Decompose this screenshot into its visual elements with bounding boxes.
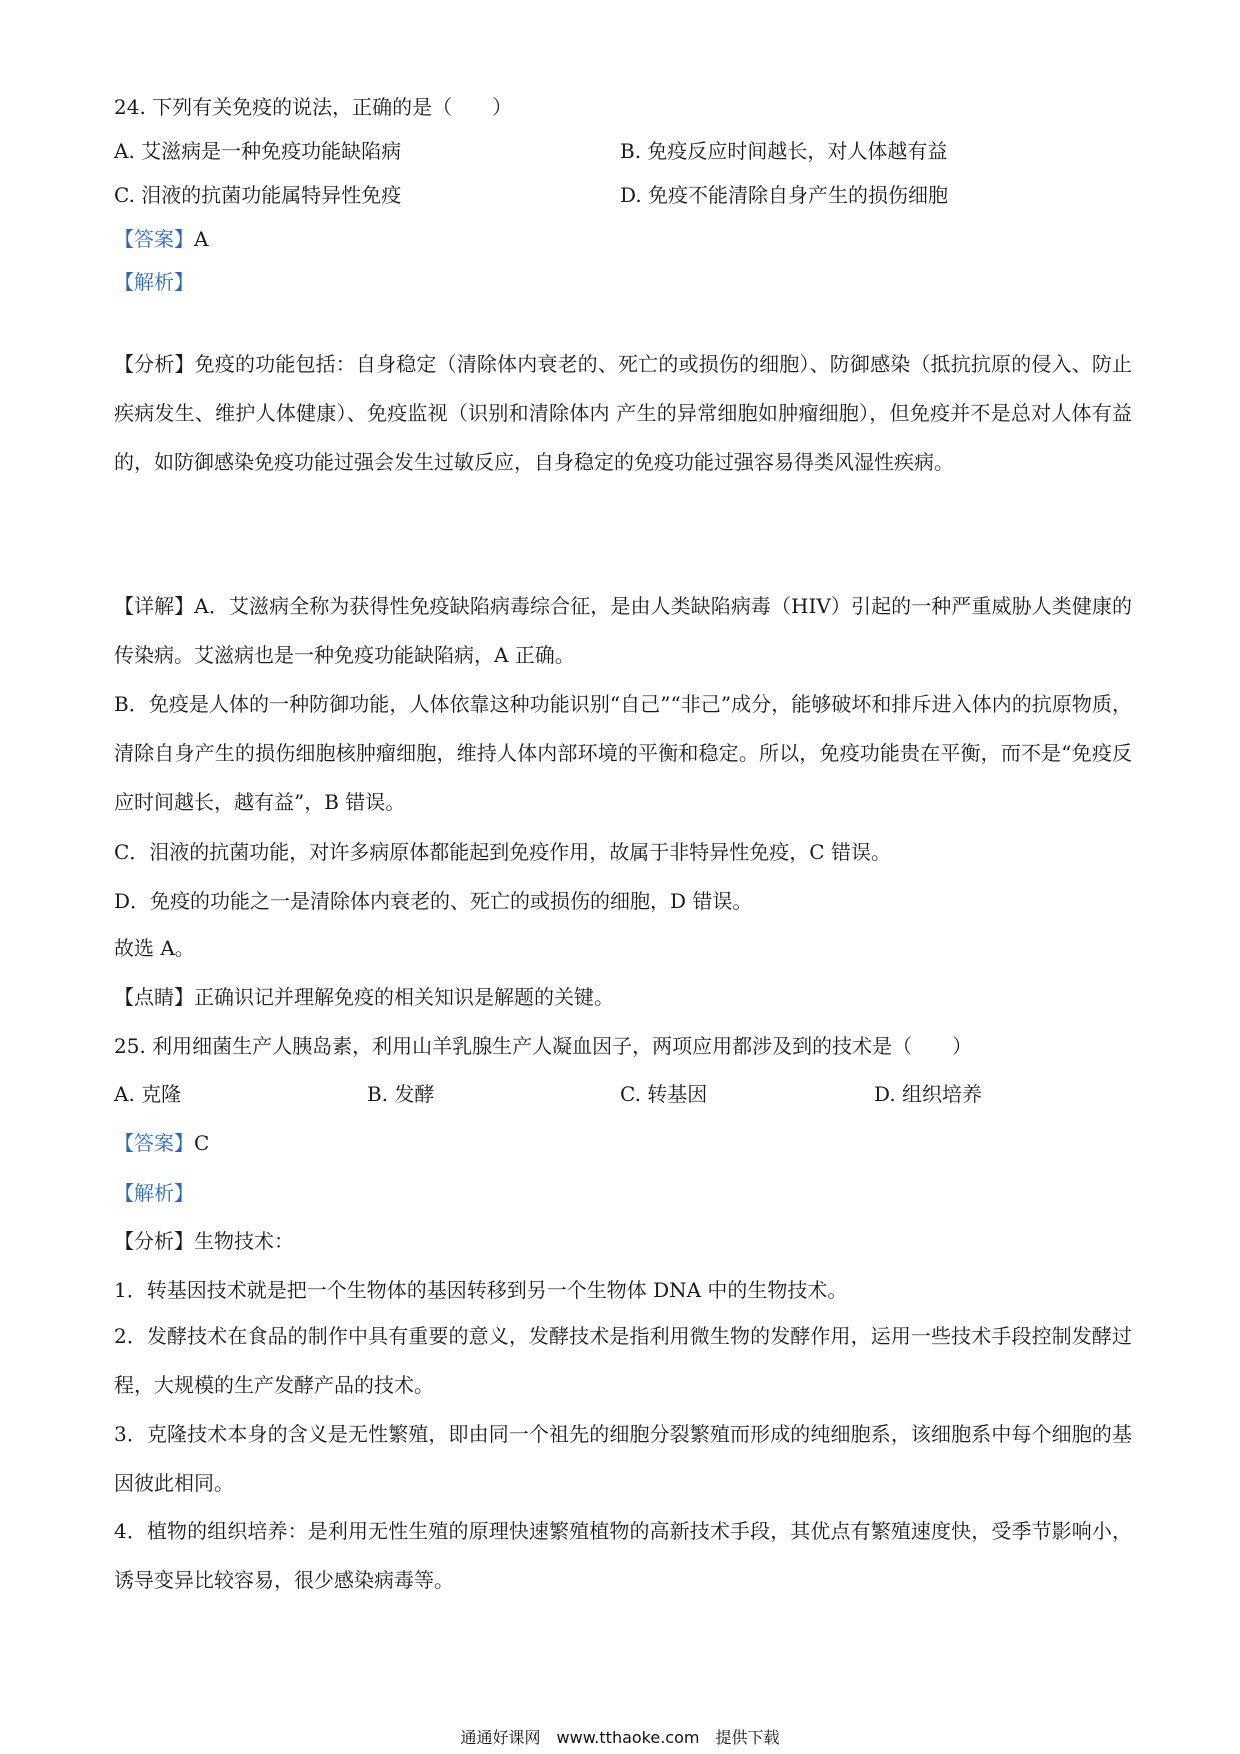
q25-question: 25. 利用细菌生产人胰岛素，利用山羊乳腺生产人凝血因子，两项应用都涉及到的技术是（ ） xyxy=(114,1034,973,1058)
q25-option-d: D. 组织培养 xyxy=(874,1082,983,1106)
q24-question: 24. 下列有关免疫的说法，正确的是（ ） xyxy=(114,95,513,119)
q25-answer-line xyxy=(114,1128,209,1158)
q25-point-1: 1．转基因技术就是把一个生物体的基因转移到另一个生物体 DNA 中的生物技术。 xyxy=(114,1278,848,1302)
answer-tag: 【答案】 xyxy=(114,227,194,251)
q24-option-c: C. 泪液的抗菌功能属特异性免疫 xyxy=(114,183,402,207)
q25-analysis-tag: 【解析】 xyxy=(114,1181,194,1205)
q24-fenxi: 【分析】免疫的功能包括：自身稳定（清除体内衰老的、死亡的或损伤的细胞）、防御感染（抵抗抗原的侵入、防止疾病发生、维护人体健康）、免疫监视（识别和清除体内 产生的异常细胞如肿瘤细胞），但免疫并不是总对人体有益的，如防御感染免疫功能过强会发生过敏反应，自身稳定的免疫功能过强容易得类风湿性疾病。 xyxy=(114,352,1132,474)
q24-xiangjie-a: 【详解】A．艾滋病全称为获得性免疫缺陷病毒综合征，是由人类缺陷病毒（HIV）引起的一种严重威胁人类健康的传染病。艾滋病也是一种免疫功能缺陷病，A 正确。 xyxy=(114,594,1132,667)
answer-tag: 【答案】 xyxy=(114,1131,194,1155)
page-footer: 通通好课网 www.tthaoke.com 提供下载 xyxy=(460,1728,780,1747)
q24-option-b: B. 免疫反应时间越长，对人体越有益 xyxy=(620,139,948,163)
q24-option-d: D. 免疫不能清除自身产生的损伤细胞 xyxy=(620,183,949,207)
q24-answer-line xyxy=(114,224,208,254)
q25-option-a: A. 克隆 xyxy=(114,1082,182,1106)
q24-option-a: A. 艾滋病是一种免疫功能缺陷病 xyxy=(114,139,402,163)
q24-dianjing: 【点睛】正确识记并理解免疫的相关知识是解题的关键。 xyxy=(114,985,614,1009)
q25-option-b: B. 发酵 xyxy=(367,1082,435,1106)
q24-xiangjie-d: D．免疫的功能之一是清除体内衰老的、死亡的或损伤的细胞，D 错误。 xyxy=(114,889,753,913)
q25-option-c: C. 转基因 xyxy=(620,1082,708,1106)
q24-analysis-tag: 【解析】 xyxy=(114,270,194,294)
q24-xiangjie-c: C．泪液的抗菌功能，对许多病原体都能起到免疫作用，故属于非特异性免疫，C 错误。 xyxy=(114,840,891,864)
q25-point-3: 3．克隆技术本身的含义是无性繁殖，即由同一个祖先的细胞分裂繁殖而形成的纯细胞系，该细胞系中每个细胞的基因彼此相同。 xyxy=(114,1422,1132,1495)
q25-fenxi: 【分析】生物技术： xyxy=(114,1229,294,1253)
q24-answer: A xyxy=(194,227,209,251)
q24-xiangjie-b: B．免疫是人体的一种防御功能，人体依靠这种功能识别“自己”“非己”成分，能够破坏和排斥进入体内的抗原物质，清除自身产生的损伤细胞核肿瘤细胞，维持人体内部环境的平衡和稳定。所以，免疫功能贵在平衡，而不是“免疫反应时间越长，越有益”，B 错误。 xyxy=(114,692,1132,814)
q25-answer: C xyxy=(194,1131,210,1155)
q25-point-4: 4．植物的组织培养：是利用无性生殖的原理快速繁殖植物的高新技术手段，其优点有繁殖速度快，受季节影响小，诱导变异比较容易，很少感染病毒等。 xyxy=(114,1519,1132,1592)
q24-conclusion: 故选 A。 xyxy=(114,936,195,960)
q25-point-2: 2．发酵技术在食品的制作中具有重要的意义，发酵技术是指利用微生物的发酵作用，运用一些技术手段控制发酵过程，大规模的生产发酵产品的技术。 xyxy=(114,1324,1132,1397)
